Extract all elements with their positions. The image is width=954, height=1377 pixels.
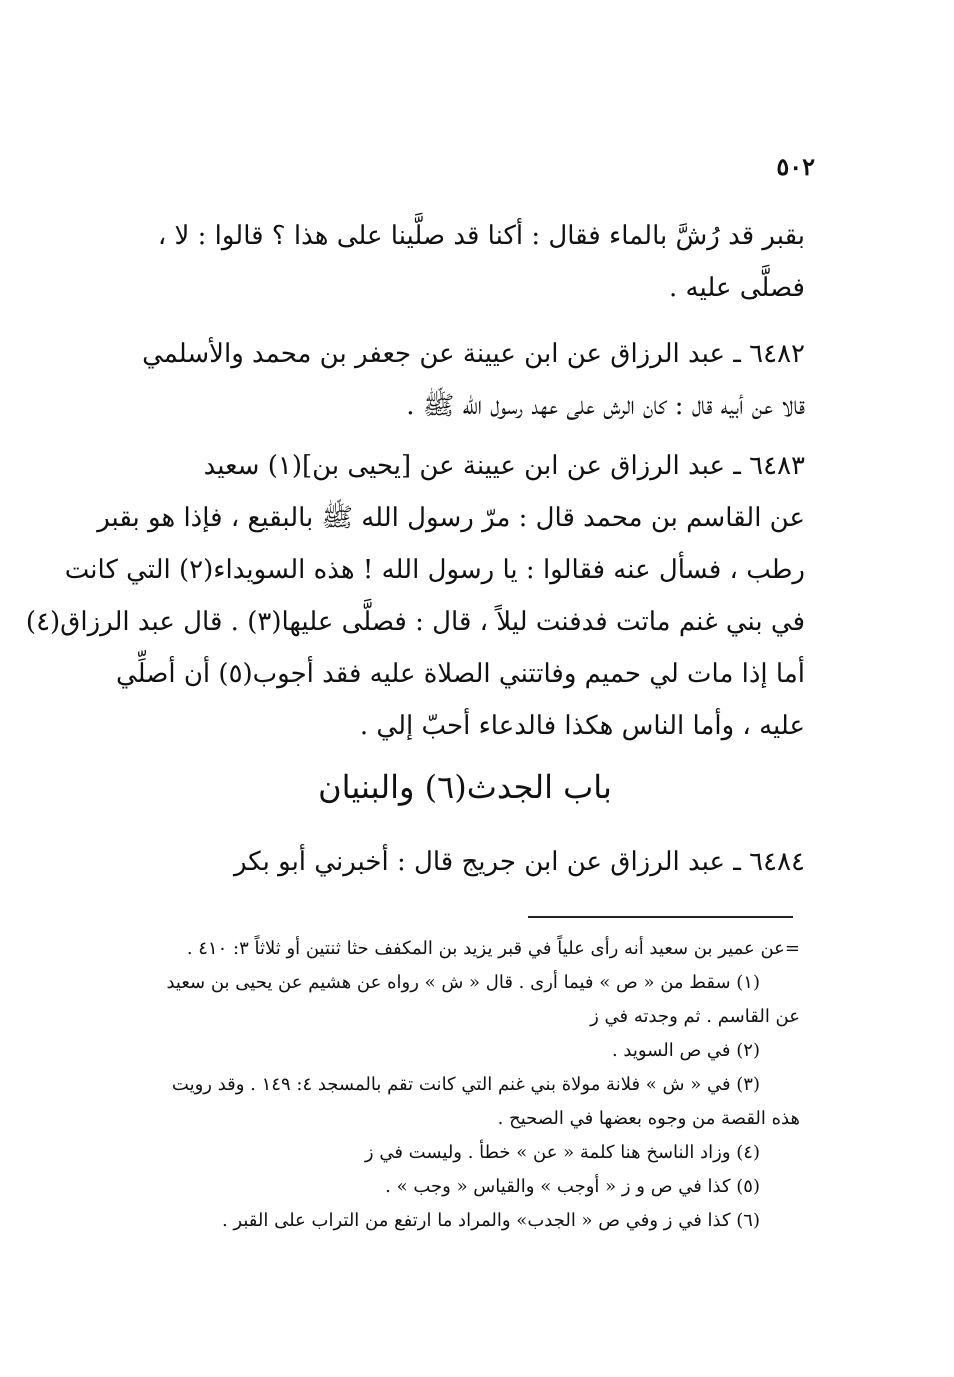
footnote-line: (٥) كذا في ص و ز « أوجب » والقياس « وجب » . bbox=[385, 1176, 760, 1197]
text-line: عن القاسم بن محمد قال : مرّ رسول الله ﷺ بالبقيع ، فإذا هو بقبر bbox=[97, 503, 805, 533]
footnote-line: (٢) في ص السويد . bbox=[611, 1040, 760, 1061]
text-line: في بني غنم ماتت فدفنت ليلاً ، قال : فصلَّى عليها(٣) . قال عبد الرزاق(٤) bbox=[25, 607, 805, 637]
footnote-line: هذه القصة من وجوه بعضها في الصحيح . bbox=[497, 1108, 800, 1129]
footnote-line: عن القاسم . ثم وجدته في ز bbox=[590, 1006, 800, 1027]
text-line: ٦٤٨٣ ـ عبد الرزاق عن ابن عيينة عن [يحيى بن](١) سعيد bbox=[203, 451, 805, 481]
footnote-divider bbox=[528, 916, 793, 918]
text-line: بقبر قد رُشَّ بالماء فقال : أكنا قد صلَّينا على هذا ؟ قالوا : لا ، bbox=[157, 221, 805, 251]
paragraph-6484 bbox=[125, 836, 805, 888]
footnote-line: (٣) في « ش » فلانة مولاة بني غنم التي كانت تقم بالمسجد ٤: ١٤٩ . وقد رويت bbox=[171, 1074, 760, 1095]
paragraph-6483 bbox=[25, 440, 805, 752]
text-line: فصلَّى عليه . bbox=[669, 273, 805, 303]
paragraph-6482 bbox=[125, 328, 805, 432]
page-number: ٥٠٢ bbox=[776, 152, 815, 181]
footnote-line: =عن عمير بن سعيد أنه رأى علياً في قبر يزيد بن المكفف حثا ثنتين أو ثلاثاً ٣: ٤١٠ . bbox=[186, 938, 800, 959]
text-line: رطب ، فسأل عنه فقالوا : يا رسول الله ! هذه السويداء(٢) التي كانت bbox=[64, 555, 805, 585]
footnotes bbox=[120, 932, 800, 1238]
section-heading: باب الجدث(٦) والبنيان bbox=[318, 768, 612, 806]
footnote-line: (٤) وزاد الناسخ هنا كلمة « عن » خطأ . وليست في ز bbox=[364, 1142, 760, 1163]
text-line: ٦٤٨٤ ـ عبد الرزاق عن ابن جريج قال : أخبرني أبو بكر bbox=[233, 847, 805, 877]
paragraph-continuation bbox=[125, 210, 805, 314]
text-line: ٦٤٨٢ ـ عبد الرزاق عن ابن عيينة عن جعفر بن محمد والأسلمي bbox=[142, 339, 805, 369]
footnote-line: (١) سقط من « ص » فيما أرى . قال « ش » رواه عن هشيم عن يحيى بن سعيد bbox=[166, 972, 760, 993]
text-line: أما إذا مات لي حميم وفاتتني الصلاة عليه فقد أجوب(٥) أن أصلِّي bbox=[115, 659, 805, 689]
text-line: عليه ، وأما الناس هكذا فالدعاء أحبّ إلي . bbox=[359, 711, 805, 741]
text-line: قالا عن أبيه قال : كان الرش على عهد رسول الله ﷺ . bbox=[406, 391, 805, 421]
footnote-line: (٦) كذا في ز وفي ص « الجدب» والمراد ما ارتفع من التراب على القبر . bbox=[221, 1210, 760, 1231]
